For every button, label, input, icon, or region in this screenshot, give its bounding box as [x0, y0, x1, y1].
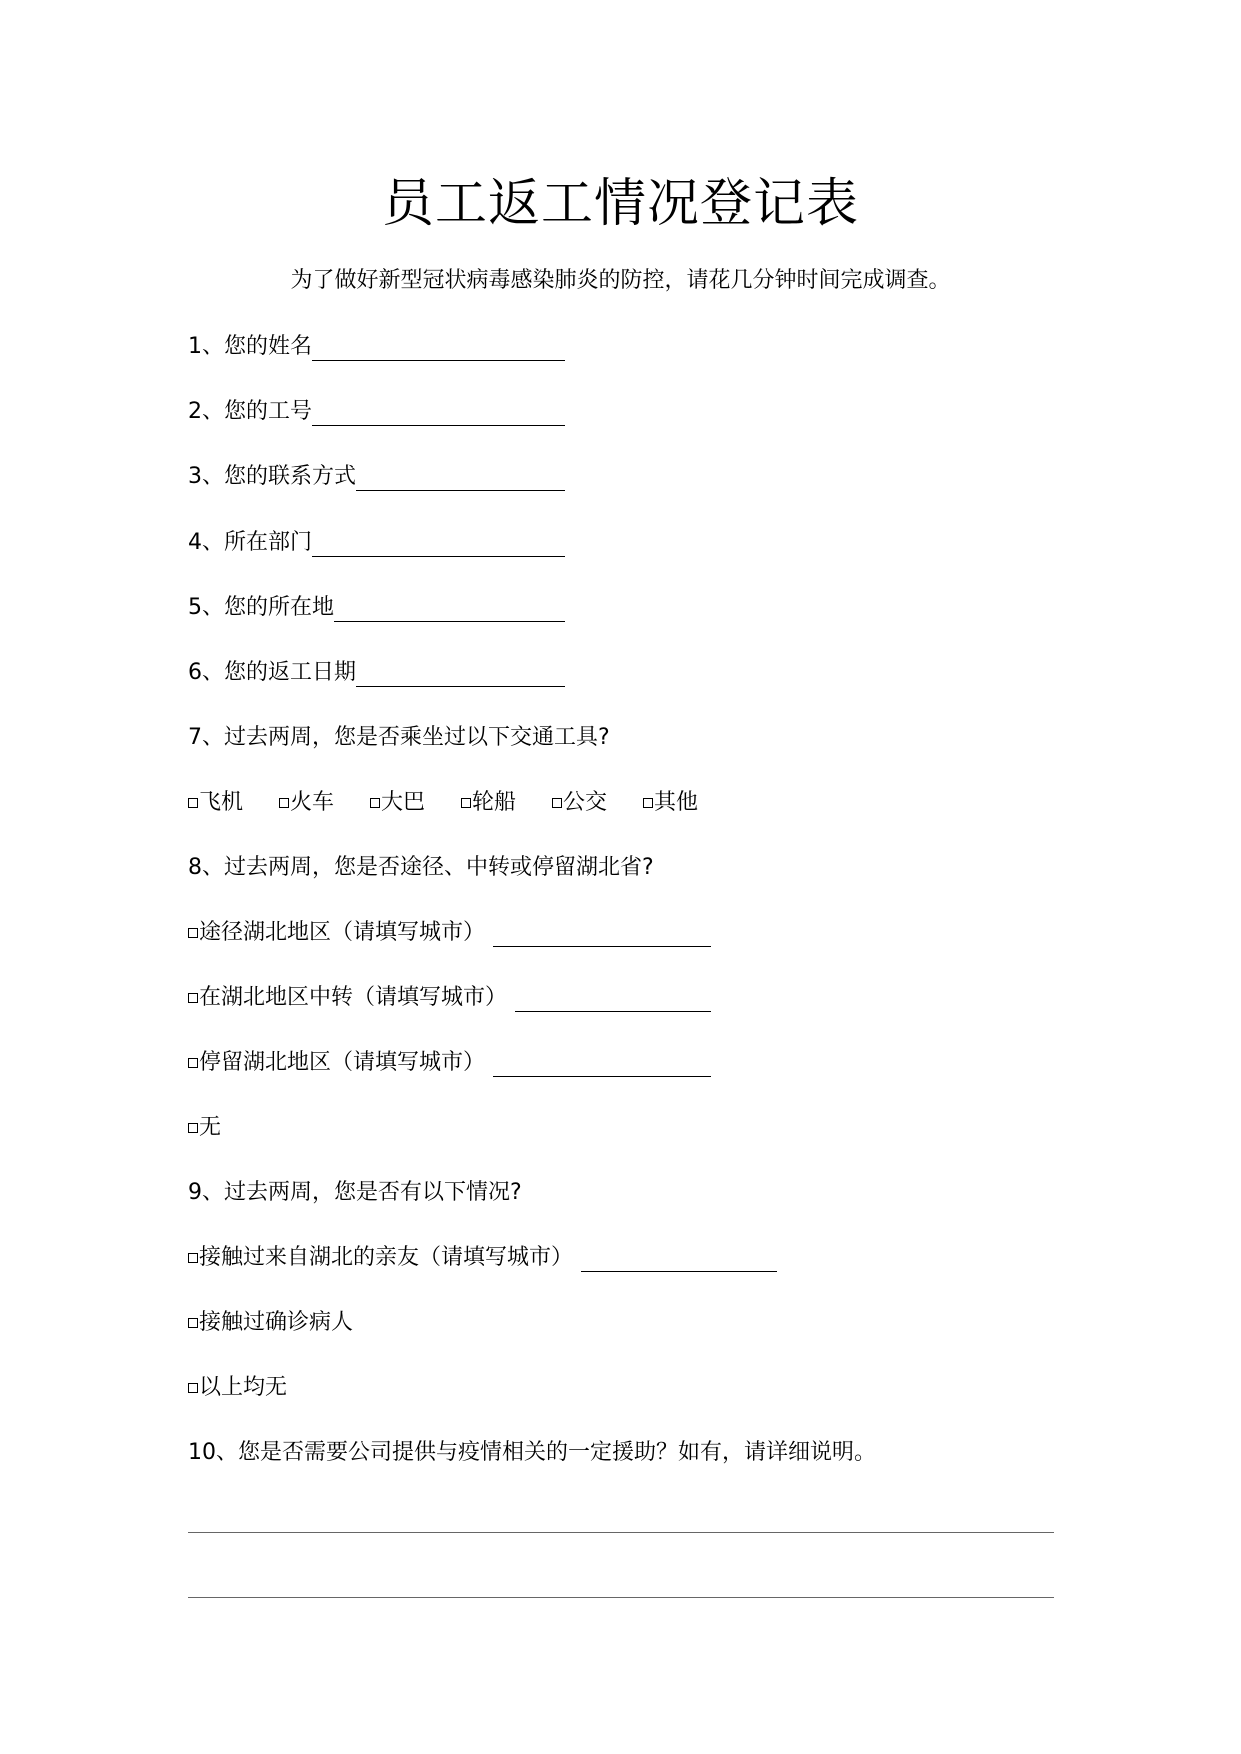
answer-line-1[interactable] — [188, 1532, 1054, 1533]
checkbox[interactable] — [188, 1123, 198, 1133]
option-none-hubei: 无 — [188, 1113, 221, 1143]
question-contact-history: 9、过去两周，您是否有以下情况? — [188, 1180, 522, 1205]
option-contact-hubei-relatives: 接触过来自湖北的亲友（请填写城市） — [188, 1243, 777, 1273]
checkbox[interactable] — [188, 1318, 198, 1328]
checkbox[interactable] — [643, 798, 653, 808]
question-label: 3、您的联系方式 — [188, 464, 356, 489]
transport-options — [188, 788, 698, 818]
checkbox[interactable] — [188, 993, 198, 1003]
checkbox[interactable] — [461, 798, 471, 808]
question-contact — [188, 462, 565, 492]
option-train[interactable]: 火车 — [279, 788, 370, 818]
location-field[interactable] — [334, 619, 565, 622]
transfer-city-field[interactable] — [515, 1009, 711, 1012]
employee-id-field[interactable] — [312, 423, 565, 426]
question-hubei-travel: 8、过去两周，您是否途径、中转或停留湖北省? — [188, 855, 654, 880]
checkbox[interactable] — [279, 798, 289, 808]
question-label: 5、您的所在地 — [188, 595, 334, 620]
question-department — [188, 528, 565, 558]
question-label: 4、所在部门 — [188, 530, 312, 555]
option-ship[interactable]: 轮船 — [461, 788, 552, 818]
option-none-contact: 以上均无 — [188, 1373, 287, 1403]
name-field[interactable] — [312, 358, 565, 361]
option-contact-confirmed: 接触过确诊病人 — [188, 1308, 353, 1338]
checkbox[interactable] — [188, 798, 198, 808]
checkbox[interactable] — [188, 1253, 198, 1263]
answer-line-2[interactable] — [188, 1597, 1054, 1598]
option-plane[interactable]: 飞机 — [188, 788, 279, 818]
stay-city-field[interactable] — [493, 1074, 711, 1077]
page-title: 员工返工情况登记表 — [381, 174, 859, 234]
via-city-field[interactable] — [493, 944, 711, 947]
contact-field[interactable] — [356, 488, 565, 491]
checkbox[interactable] — [188, 928, 198, 938]
department-field[interactable] — [312, 554, 565, 557]
question-assistance: 10、您是否需要公司提供与疫情相关的一定援助？如有，请详细说明。 — [188, 1440, 876, 1465]
checkbox[interactable] — [552, 798, 562, 808]
question-employee-id — [188, 397, 565, 427]
page-subtitle: 为了做好新型冠状病毒感染肺炎的防控，请花几分钟时间完成调查。 — [290, 268, 951, 293]
question-transport: 7、过去两周，您是否乘坐过以下交通工具? — [188, 725, 610, 750]
checkbox[interactable] — [188, 1383, 198, 1393]
option-stay-hubei: 停留湖北地区（请填写城市） — [188, 1048, 711, 1078]
option-other[interactable]: 其他 — [643, 788, 698, 818]
return-date-field[interactable] — [356, 684, 565, 687]
option-bus[interactable]: 大巴 — [370, 788, 461, 818]
option-via-hubei: 途径湖北地区（请填写城市） — [188, 918, 711, 948]
checkbox[interactable] — [188, 1058, 198, 1068]
question-label: 1、您的姓名 — [188, 334, 312, 359]
relatives-city-field[interactable] — [581, 1269, 777, 1272]
question-return-date — [188, 658, 565, 688]
option-transfer-hubei: 在湖北地区中转（请填写城市） — [188, 983, 711, 1013]
question-label: 6、您的返工日期 — [188, 660, 356, 685]
question-label: 2、您的工号 — [188, 399, 312, 424]
question-name — [188, 332, 565, 362]
checkbox[interactable] — [370, 798, 380, 808]
question-location — [188, 593, 565, 623]
option-public-bus[interactable]: 公交 — [552, 788, 643, 818]
